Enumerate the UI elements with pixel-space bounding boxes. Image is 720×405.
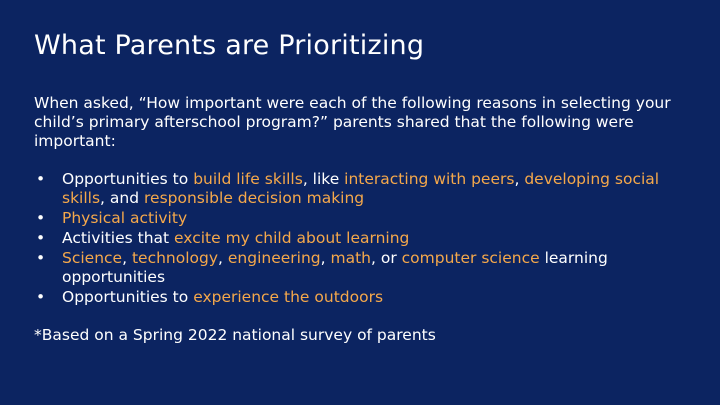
bullet-segment: , like xyxy=(302,170,345,188)
bullet-segment: Activities that xyxy=(62,229,175,247)
highlight-phrase: interacting with peers xyxy=(344,170,515,188)
bullet-icon: • xyxy=(36,229,46,247)
highlight-phrase: Physical activity xyxy=(62,209,188,227)
highlight-phrase: math xyxy=(330,249,371,267)
highlight-phrase: Science xyxy=(62,249,123,267)
slide-title: What Parents are Prioritizing xyxy=(34,30,425,61)
highlight-phrase: technology xyxy=(131,249,219,267)
intro-paragraph: When asked, “How important were each of the following reasons in selecting your child’s primary afterschool program?” parents shared that the following were important: xyxy=(34,94,671,150)
bullet-segment: , or xyxy=(371,249,402,267)
bullet-item-outdoors xyxy=(34,288,684,307)
priority-bullet-list xyxy=(34,170,684,308)
bullet-segment: Opportunities to xyxy=(62,288,194,306)
highlight-phrase: developing social skills xyxy=(62,170,660,207)
bullet-segment: , xyxy=(514,170,525,188)
highlight-phrase: experience the outdoors xyxy=(193,288,384,306)
survey-footnote: *Based on a Spring 2022 national survey of parents xyxy=(34,326,436,344)
highlight-phrase: excite my child about learning xyxy=(174,229,410,247)
bullet-segment: learning opportunities xyxy=(62,249,608,286)
bullet-item-stem xyxy=(34,249,684,287)
bullet-segment: , xyxy=(320,249,331,267)
bullet-item-physical-activity xyxy=(34,209,684,228)
bullet-segment: , xyxy=(218,249,228,267)
bullet-icon: • xyxy=(36,170,46,188)
bullet-icon: • xyxy=(36,249,46,267)
bullet-icon: • xyxy=(36,209,46,227)
bullet-icon: • xyxy=(36,288,46,306)
highlight-phrase: responsible decision making xyxy=(144,189,365,207)
bullet-item-life-skills xyxy=(34,170,684,208)
highlight-phrase: build life skills xyxy=(193,170,303,188)
bullet-segment: Opportunities to xyxy=(62,170,194,188)
highlight-phrase: computer science xyxy=(401,249,540,267)
bullet-segment: , and xyxy=(100,189,144,207)
bullet-item-excite-learning xyxy=(34,229,684,248)
bullet-segment: , xyxy=(122,249,132,267)
highlight-phrase: engineering xyxy=(227,249,321,267)
